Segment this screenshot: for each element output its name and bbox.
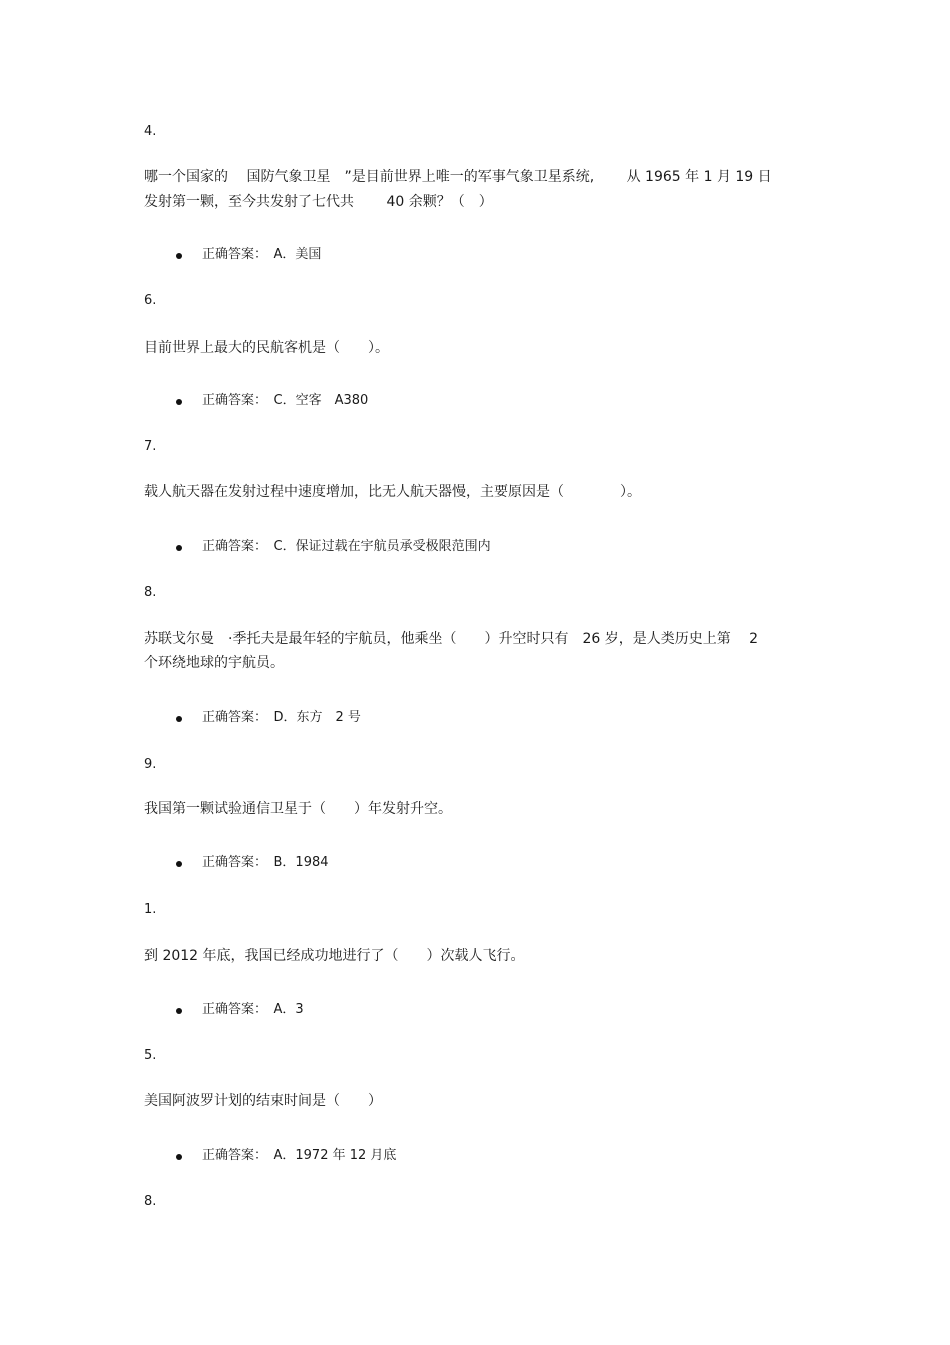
question-number: 8. <box>144 585 157 600</box>
question-text-line: 发射第一颗，至今共发射了七代共 40 余颗？（ ） <box>144 194 493 210</box>
question-number: 4. <box>144 124 157 139</box>
bullet-icon <box>176 1154 182 1160</box>
correct-answer: 正确答案： C．保证过载在宇航员承受极限范围内 <box>202 539 491 554</box>
question-number: 7. <box>144 439 157 454</box>
correct-answer: 正确答案： A．1972 年 12 月底 <box>202 1148 397 1163</box>
correct-answer: 正确答案： D．东方 2 号 <box>202 710 361 725</box>
question-number: 1. <box>144 902 157 917</box>
correct-answer: 正确答案： A．美国 <box>202 247 322 262</box>
question-text-line: 个环绕地球的宇航员。 <box>144 655 284 671</box>
bullet-icon <box>176 399 182 405</box>
bullet-icon <box>176 861 182 867</box>
question-text-line: 目前世界上最大的民航客机是（ ）。 <box>144 340 389 356</box>
correct-answer: 正确答案： B．1984 <box>202 855 329 870</box>
question-text-line: 载人航天器在发射过程中速度增加，比无人航天器慢，主要原因是（ ）。 <box>144 484 641 500</box>
bullet-icon <box>176 716 182 722</box>
bullet-icon <box>176 253 182 259</box>
question-number: 6. <box>144 293 157 308</box>
correct-answer: 正确答案： C．空客 A380 <box>202 393 369 408</box>
correct-answer: 正确答案： A．3 <box>202 1002 304 1017</box>
question-number: 9. <box>144 757 157 772</box>
question-text-line: 我国第一颗试验通信卫星于（ ）年发射升空。 <box>144 801 452 817</box>
question-number: 5. <box>144 1048 157 1063</box>
bullet-icon <box>176 1008 182 1014</box>
question-text-line: 到 2012 年底，我国已经成功地进行了（ ）次载人飞行。 <box>144 948 525 964</box>
bullet-icon <box>176 545 182 551</box>
question-text-line: 苏联戈尔曼 ·季托夫是最年轻的宇航员，他乘坐（ ）升空时只有 26 岁，是人类历史上第 2 <box>144 631 759 647</box>
question-number: 8. <box>144 1194 157 1209</box>
question-text-line: 哪一个国家的 国防气象卫星 ”是目前世界上唯一的军事气象卫星系统, 从 1965 年 1 月 19 日 <box>144 169 772 185</box>
question-text-line: 美国阿波罗计划的结束时间是（ ） <box>144 1093 382 1109</box>
